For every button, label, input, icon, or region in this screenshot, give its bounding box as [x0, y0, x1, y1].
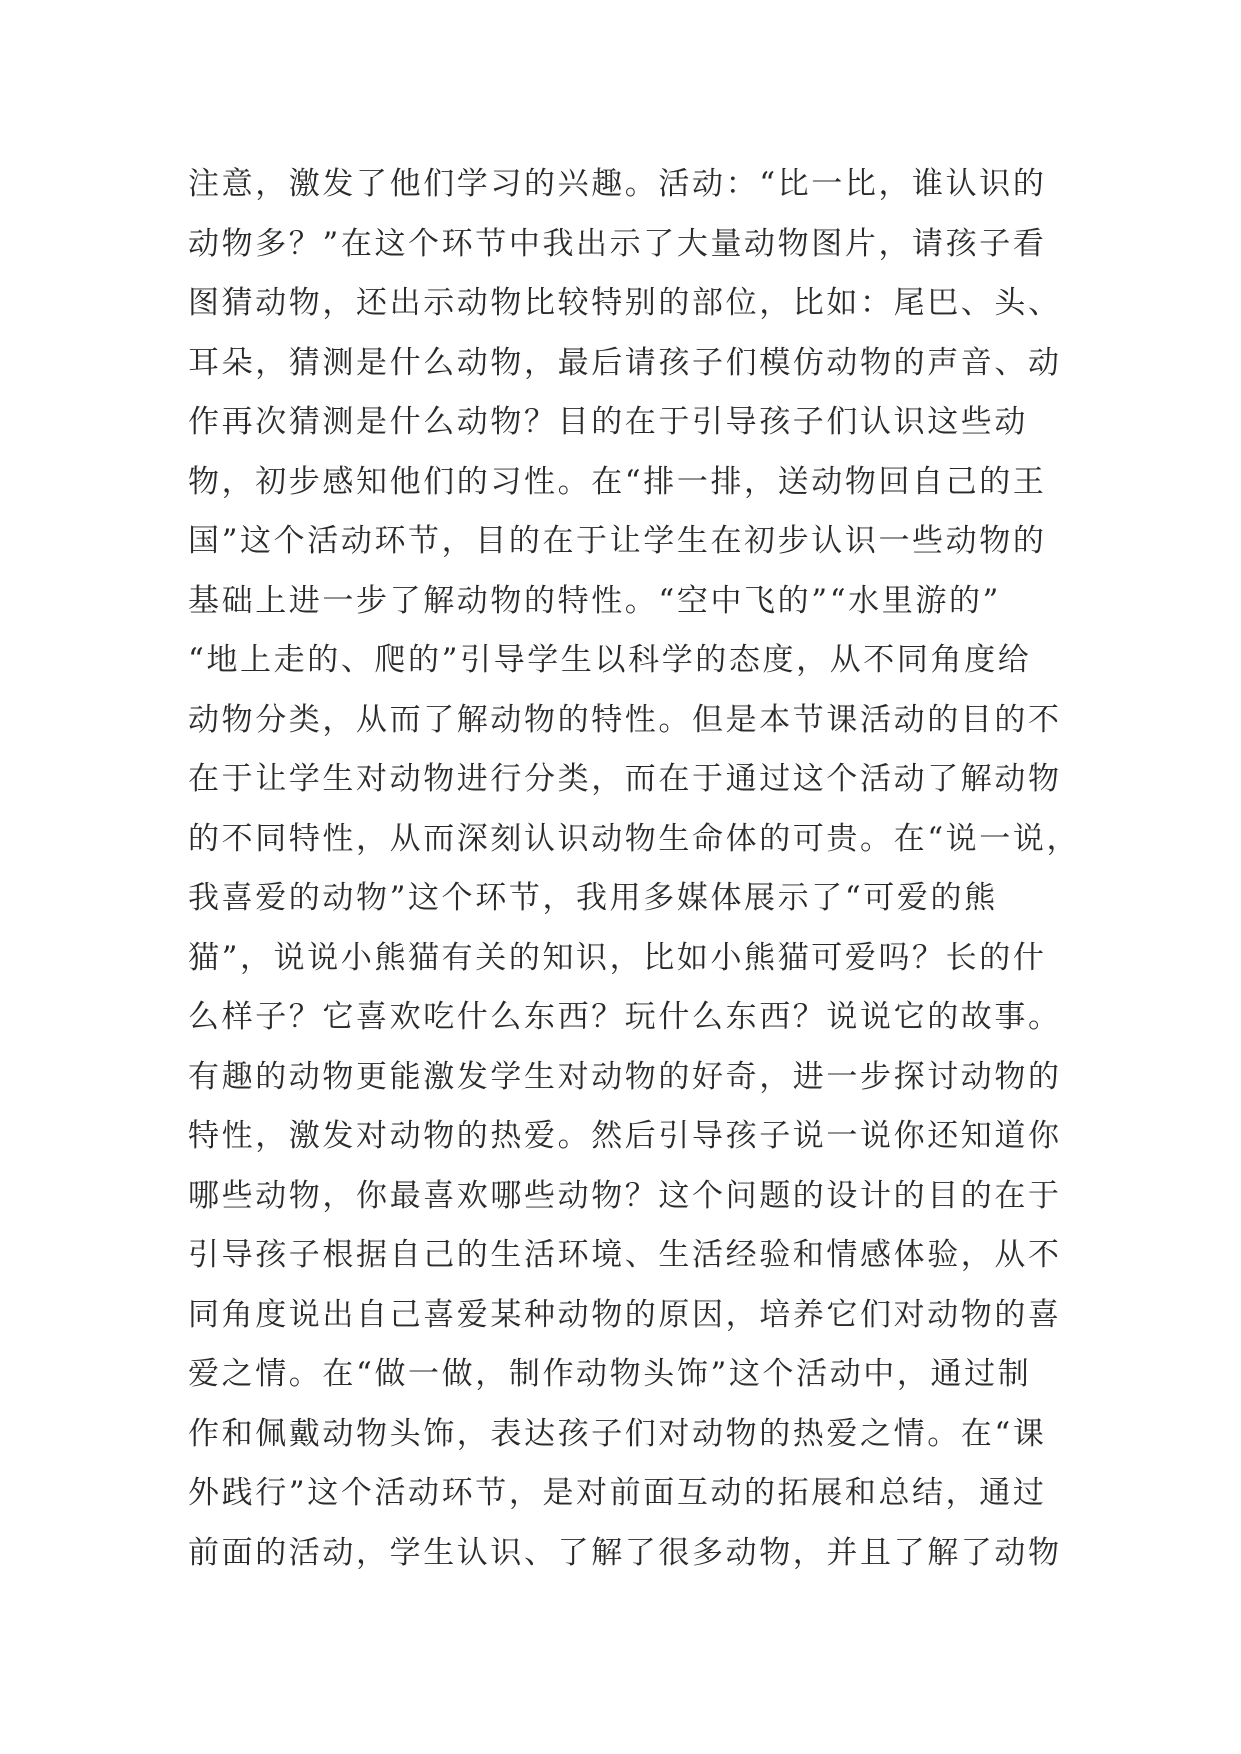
text-line: 基础上进一步了解动物的特性。“空中飞的”“水里游的”	[188, 582, 1001, 619]
text-line: 在于让学生对动物进行分类，而在于通过这个活动了解动物	[188, 761, 1062, 797]
text-line: 国”这个活动环节，目的在于让学生在初步认识一些动物的	[188, 523, 1047, 559]
text-line: 同角度说出自己喜爱某种动物的原因，培养它们对动物的喜	[188, 1296, 1062, 1333]
text-line: 么样子？它喜欢吃什么东西？玩什么东西？说说它的故事。	[188, 999, 1062, 1035]
text-line: 的不同特性，从而深刻认识动物生命体的可贵。在“说一说，	[188, 820, 1081, 857]
body-text	[188, 155, 1081, 1583]
text-line: 注意，激发了他们学习的兴趣。活动：“比一比，谁认识的	[188, 166, 1047, 202]
text-line: 特性，激发对动物的热爱。然后引导孩子说一说你还知道你	[188, 1118, 1062, 1154]
text-line: 耳朵，猜测是什么动物，最后请孩子们模仿动物的声音、动	[188, 344, 1062, 381]
text-line: 作和佩戴动物头饰，表达孩子们对动物的热爱之情。在“课	[188, 1415, 1047, 1452]
text-line: 动物多？”在这个环节中我出示了大量动物图片，请孩子看	[188, 225, 1047, 262]
text-line: 引导孩子根据自己的生活环境、生活经验和情感体验，从不	[188, 1237, 1062, 1273]
text-line: 我喜爱的动物”这个环节，我用多媒体展示了“可爱的熊	[188, 880, 998, 916]
text-line: 有趣的动物更能激发学生对动物的好奇，进一步探讨动物的	[188, 1058, 1062, 1095]
text-line: 作再次猜测是什么动物？目的在于引导孩子们认识这些动	[188, 404, 1028, 440]
text-line: 动物分类，从而了解动物的特性。但是本节课活动的目的不	[188, 701, 1062, 738]
text-line: 图猜动物，还出示动物比较特别的部位，比如：尾巴、头、	[188, 285, 1062, 321]
text-line: 物，初步感知他们的习性。在“排一排，送动物回自己的王	[188, 463, 1047, 500]
text-line: 猫”，说说小熊猫有关的知识，比如小熊猫可爱吗？长的什	[188, 939, 1047, 976]
text-line: 爱之情。在“做一做，制作动物头饰”这个活动中，通过制	[188, 1356, 1032, 1392]
text-line: 哪些动物，你最喜欢哪些动物？这个问题的设计的目的在于	[188, 1177, 1062, 1214]
text-line: “地上走的、爬的”引导学生以科学的态度，从不同角度给	[188, 642, 1032, 678]
text-line: 前面的活动，学生认识、了解了很多动物，并且了解了动物	[188, 1534, 1062, 1571]
text-line: 外践行”这个活动环节，是对前面互动的拓展和总结，通过	[188, 1475, 1047, 1511]
